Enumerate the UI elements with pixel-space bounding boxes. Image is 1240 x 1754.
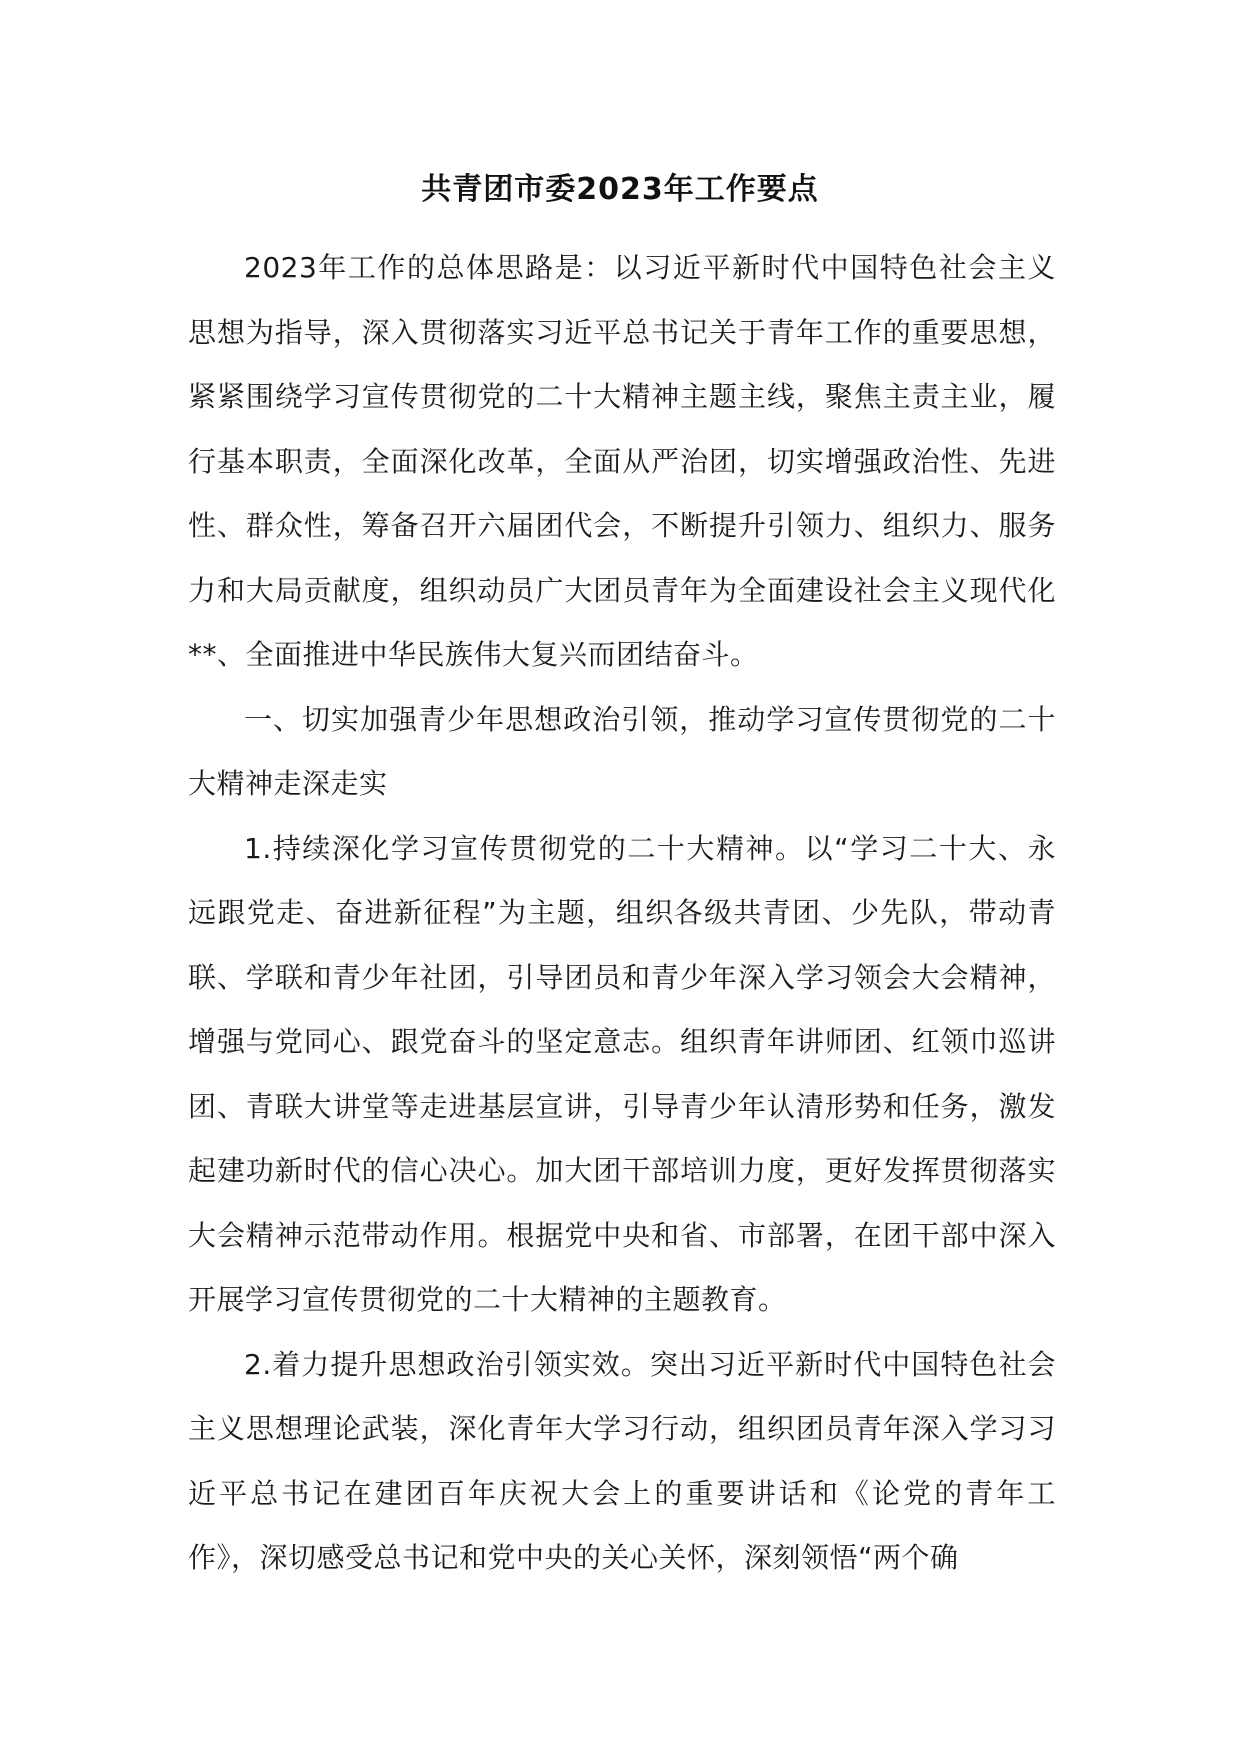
paragraph-overview: 2023年工作的总体思路是：以习近平新时代中国特色社会主义思想为指导，深入贯彻落实习近平总书记关于青年工作的重要思想，紧紧围绕学习宣传贯彻党的二十大精神主题主线，聚焦主责主业，履行基本职责，全面深化改革，全面从严治团，切实增强政治性、先进性、群众性，筹备召开六届团代会，不断提升引领力、组织力、服务力和大局贡献度，组织动员广大团员青年为全面建设社会主义现代化**、全面推进中华民族伟大复兴而团结奋斗。	[188, 251, 1056, 671]
paragraph-item-1: 1.持续深化学习宣传贯彻党的二十大精神。以“学习二十大、永远跟党走、奋进新征程”为主题，组织各级共青团、少先队，带动青联、学联和青少年社团，引导团员和青少年深入学习领会大会精神，增强与党同心、跟党奋斗的坚定意志。组织青年讲师团、红领巾巡讲团、青联大讲堂等走进基层宣讲，引导青少年认清形势和任务，激发起建功新时代的信心决心。加大团干部培训力度，更好发挥贯彻落实大会精神示范带动作用。根据党中央和省、市部署，在团干部中深入开展学习宣传贯彻党的二十大精神的主题教育。	[188, 831, 1056, 1316]
page-title: 共青团市委2023年工作要点	[421, 172, 819, 207]
section-heading-one: 一、切实加强青少年思想政治引领，推动学习宣传贯彻党的二十大精神走深走实	[188, 702, 1056, 800]
document-body	[188, 236, 1056, 1591]
paragraph-item-2: 2.着力提升思想政治引领实效。突出习近平新时代中国特色社会主义思想理论武装，深化青年大学习行动，组织团员青年深入学习习近平总书记在建团百年庆祝大会上的重要讲话和《论党的青年工作》，深切感受总书记和党中央的关心关怀，深刻领悟“两个确	[188, 1347, 1056, 1574]
